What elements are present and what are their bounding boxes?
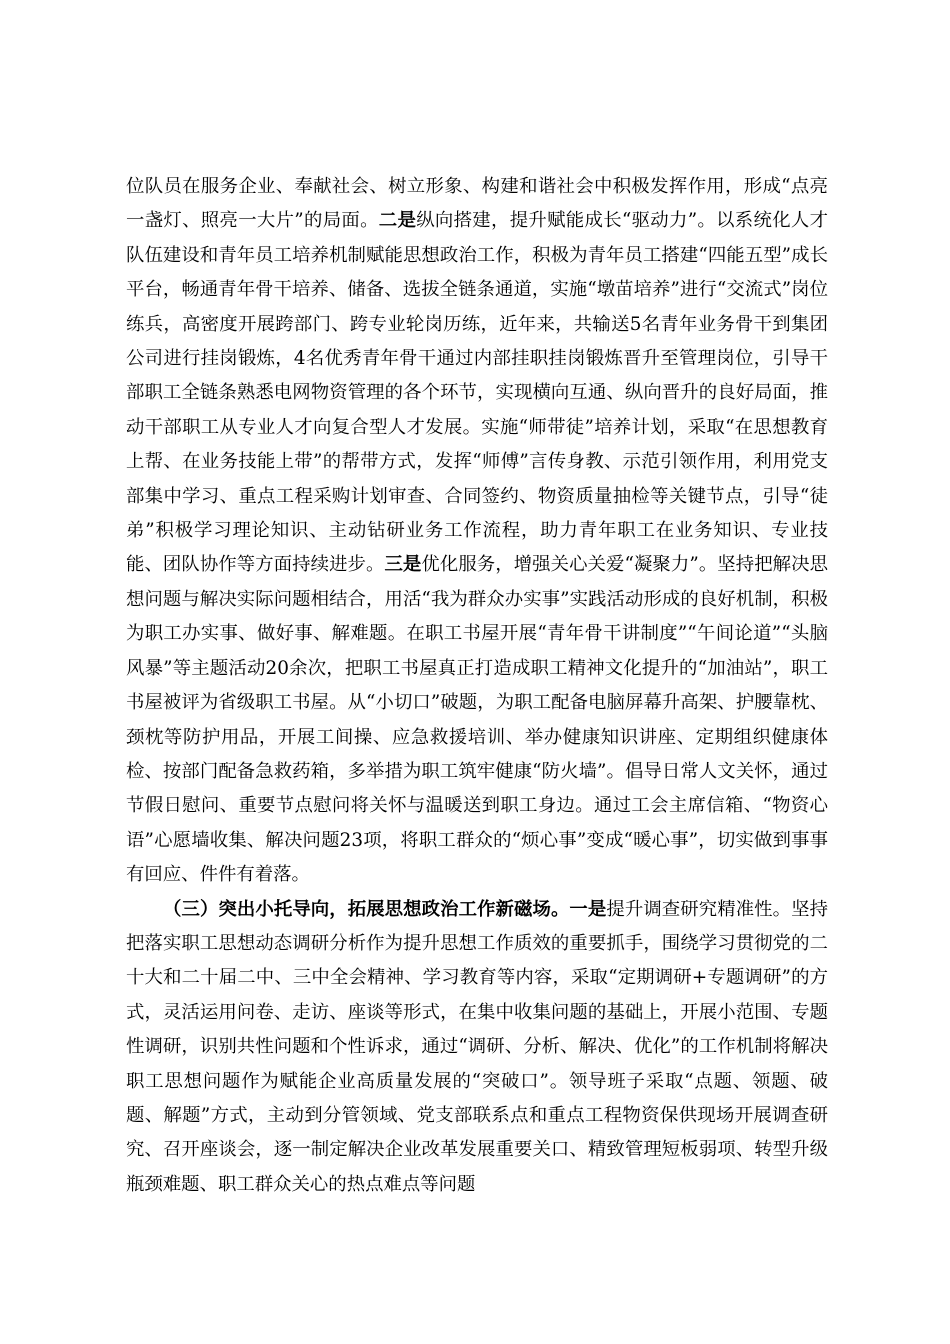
- point-marker-two: 二是: [378, 210, 417, 232]
- paragraph-2: [126, 893, 828, 1203]
- document-page: [126, 170, 828, 1202]
- point-marker-three: 三是: [384, 554, 422, 576]
- point-marker-one: 一是: [569, 898, 607, 920]
- paragraph-text: 提升调查研究精准性。坚持把落实职工思想动态调研分析作为提升思想工作质效的重要抓手，围绕学习贯彻党的二十大和二十届二中、三中全会精神、学习教育等内容，采取“定期调研+专题调研”的方式，灵活运用问卷、走访、座谈等形式，在集中收集问题的基础上，开展小范围、专题性调研，识别共性问题和个性诉求，通过“调研、分析、解决、优化”的工作机制将解决职工思想问题作为赋能企业高质量发展的“突破口”。领导班子采取“点题、领题、破题、解题”方式，主动到分管领域、党支部联系点和重点工程物资保供现场开展调查研究、召开座谈会，逐一制定解决企业改革发展重要关口、精致管理短板弱项、转型升级瓶颈难题、职工群众关心的热点难点等问题: [126, 898, 828, 1195]
- paragraph-1: [126, 170, 828, 893]
- section-heading: （三）突出小托导向，拓展思想政治工作新磁场。: [163, 898, 570, 920]
- paragraph-text: 纵向搭建，提升赋能成长“驱动力”。以系统化人才队伍建设和青年员工培养机制赋能思想政治工作，积极为青年员工搭建“四能五型”成长平台，畅通青年骨干培养、储备、选拔全链条通道，实施“墩苗培养”进行“交流式”岗位练兵，高密度开展跨部门、跨专业轮岗历练，近年来，共输送5名青年业务骨干到集团公司进行挂岗锻炼，4名优秀青年骨干通过内部挂职挂岗锻炼晋升至管理岗位，引导干部职工全链条熟悉电网物资管理的各个环节，实现横向互通、纵向晋升的良好局面，推动干部职工从专业人才向复合型人才发展。实施“师带徒”培养计划，采取“在思想教育上帮、在业务技能上带”的帮带方式，发挥“师傅”言传身教、示范引领作用，利用党支部集中学习、重点工程采购计划审查、合同签约、物资质量抽检等关键节点，引导“徒弟”积极学习理论知识、主动钻研业务工作流程，助力青年职工在业务知识、专业技能、团队协作等方面持续进步。: [126, 210, 828, 576]
- paragraph-text: 优化服务，增强关心关爱“凝聚力”。坚持把解决思想问题与解决实际问题相结合，用活“我为群众办实事”实践活动形成的良好机制，积极为职工办实事、做好事、解难题。在职工书屋开展“青年骨干讲制度”“午间论道”“头脑风暴”等主题活动20余次，把职工书屋真正打造成职工精神文化提升的“加油站”，职工书屋被评为省级职工书屋。从“小切口”破题，为职工配备电脑屏幕升高架、护腰靠枕、颈枕等防护用品，开展工间操、应急救援培训、举办健康知识讲座、定期组织健康体检、按部门配备急救药箱，多举措为职工筑牢健康“防火墙”。倡导日常人文关怀，通过节假日慰问、重要节点慰问将关怀与温暖送到职工身边。通过工会主席信箱、“物资心语”心愿墙收集、解决问题23项，将职工群众的“烦心事”变成“暖心事”，切实做到事事有回应、件件有着落。: [126, 554, 828, 886]
- paragraph-text: 位队员在服务企业、奉献社会、树立形象、构建和谐社会中积极发挥作用，形成“点亮一盏灯、照亮一大片”的局面。: [126, 176, 828, 232]
